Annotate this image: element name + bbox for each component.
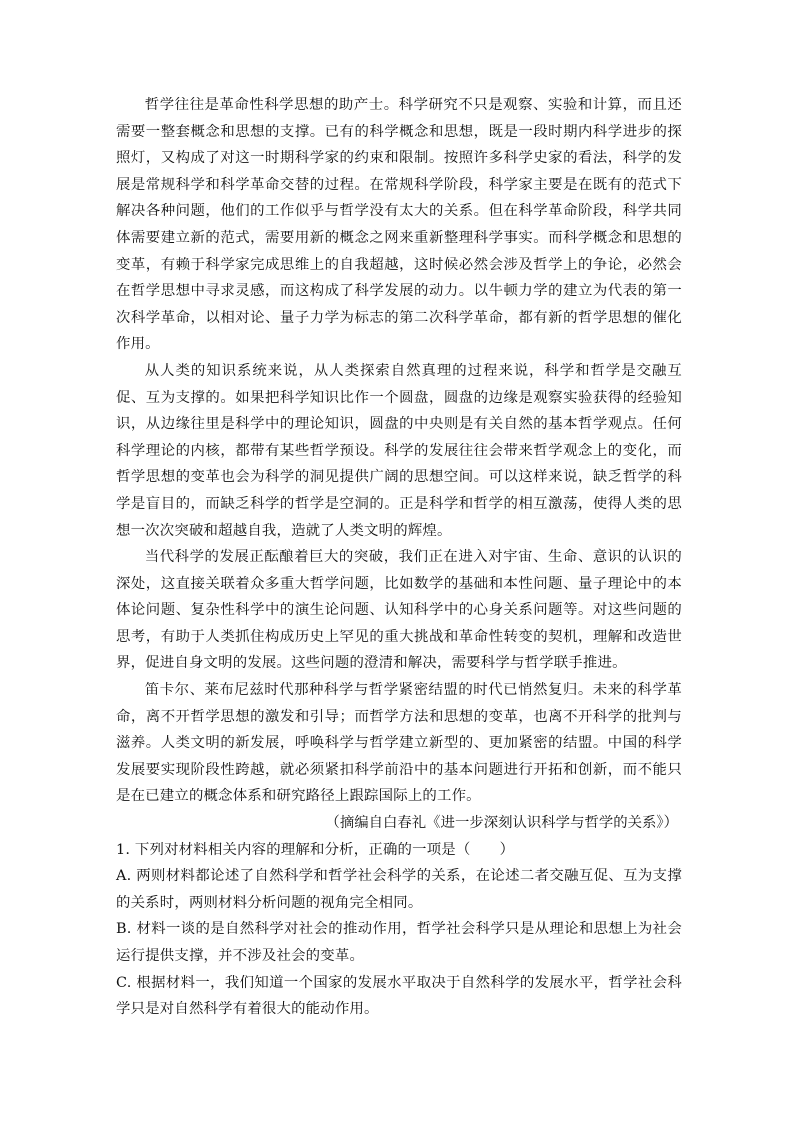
question-option-b: B. 材料一谈的是自然科学对社会的推动作用，哲学社会科学只是从理论和思想上为社会运行提供支撑，并不涉及社会的变革。	[116, 921, 682, 964]
article-paragraph-1: 哲学往往是革命性科学思想的助产士。科学研究不只是观察、实验和计算，而且还需要一整套概念和思想的支撑。已有的科学概念和思想，既是一段时期内科学进步的探照灯，又构成了对这一时期科学家的约束和限制。按照许多科学史家的看法，科学的发展是常规科学和科学革命交替的过程。在常规科学阶段，科学家主要是在既有的范式下解决各种问题，他们的工作似乎与哲学没有太大的关系。但在科学革命阶段，科学共同体需要建立新的范式，需要用新的概念之网来重新整理科学事实。而科学概念和思想的变革，有赖于科学家完成思维上的自我超越，这时候必然会涉及哲学上的争论，必然会在哲学思想中寻求灵感，而这构成了科学发展的动力。以牛顿力学的建立为代表的第一次科学革命，以相对论、量子力学为标志的第二次科学革命，都有新的哲学思想的催化作用。	[116, 97, 682, 353]
article-source: （摘编自白春礼《进一步深刻认识科学与哲学的关系》）	[325, 815, 678, 832]
question-stem: 1. 下列对材料相关内容的理解和分析，正确的一项是（ ）	[116, 841, 515, 858]
article-paragraph-2: 从人类的知识系统来说，从人类探索自然真理的过程来说，科学和哲学是交融互促、互为支撑的。如果把科学知识比作一个圆盘，圆盘的边缘是观察实验获得的经验知识，从边缘往里是科学中的理论知识，圆盘的中央则是有关自然的基本哲学观点。任何科学理论的内核，都带有某些哲学预设。科学的发展往往会带来哲学观念上的变化，而哲学思想的变革也会为科学的洞见提供广阔的思想空间。可以这样来说，缺乏哲学的科学是盲目的，而缺乏科学的哲学是空洞的。正是科学和哲学的相互激荡，使得人类的思想一次次突破和超越自我，造就了人类文明的辉煌。	[116, 362, 682, 539]
question-option-a: A. 两则材料都论述了自然科学和哲学社会科学的关系，在论述二者交融互促、互为支撑的关系时，两则材料分析问题的视角完全相同。	[116, 868, 682, 911]
article-paragraph-3: 当代科学的发展正酝酿着巨大的突破，我们正在进入对宇宙、生命、意识的认识的深处，这直接关联着众多重大哲学问题，比如数学的基础和本性问题、量子理论中的本体论问题、复杂性科学中的演生论问题、认知科学中的心身关系问题等。对这些问题的思考，有助于人类抓住构成历史上罕见的重大挑战和革命性转变的契机，理解和改造世界，促进自身文明的发展。这些问题的澄清和解决，需要科学与哲学联手推进。	[116, 549, 682, 672]
question-option-c: C. 根据材料一，我们知道一个国家的发展水平取决于自然科学的发展水平，哲学社会科学只是对自然科学有着很大的能动作用。	[116, 974, 682, 1018]
article-paragraph-4: 笛卡尔、莱布尼兹时代那种科学与哲学紧密结盟的时代已悄然复归。未来的科学革命，离不开哲学思想的激发和引导；而哲学方法和思想的变革，也离不开科学的批判与滋养。人类文明的新发展，呼唤科学与哲学建立新型的、更加紧密的结盟。中国的科学发展要实现阶段性跨越，就必须紧扣科学前沿中的基本问题进行开拓和创新，而不能只是在已建立的概念体系和研究路径上跟踪国际上的工作。	[116, 682, 682, 805]
document-page	[116, 92, 682, 1023]
